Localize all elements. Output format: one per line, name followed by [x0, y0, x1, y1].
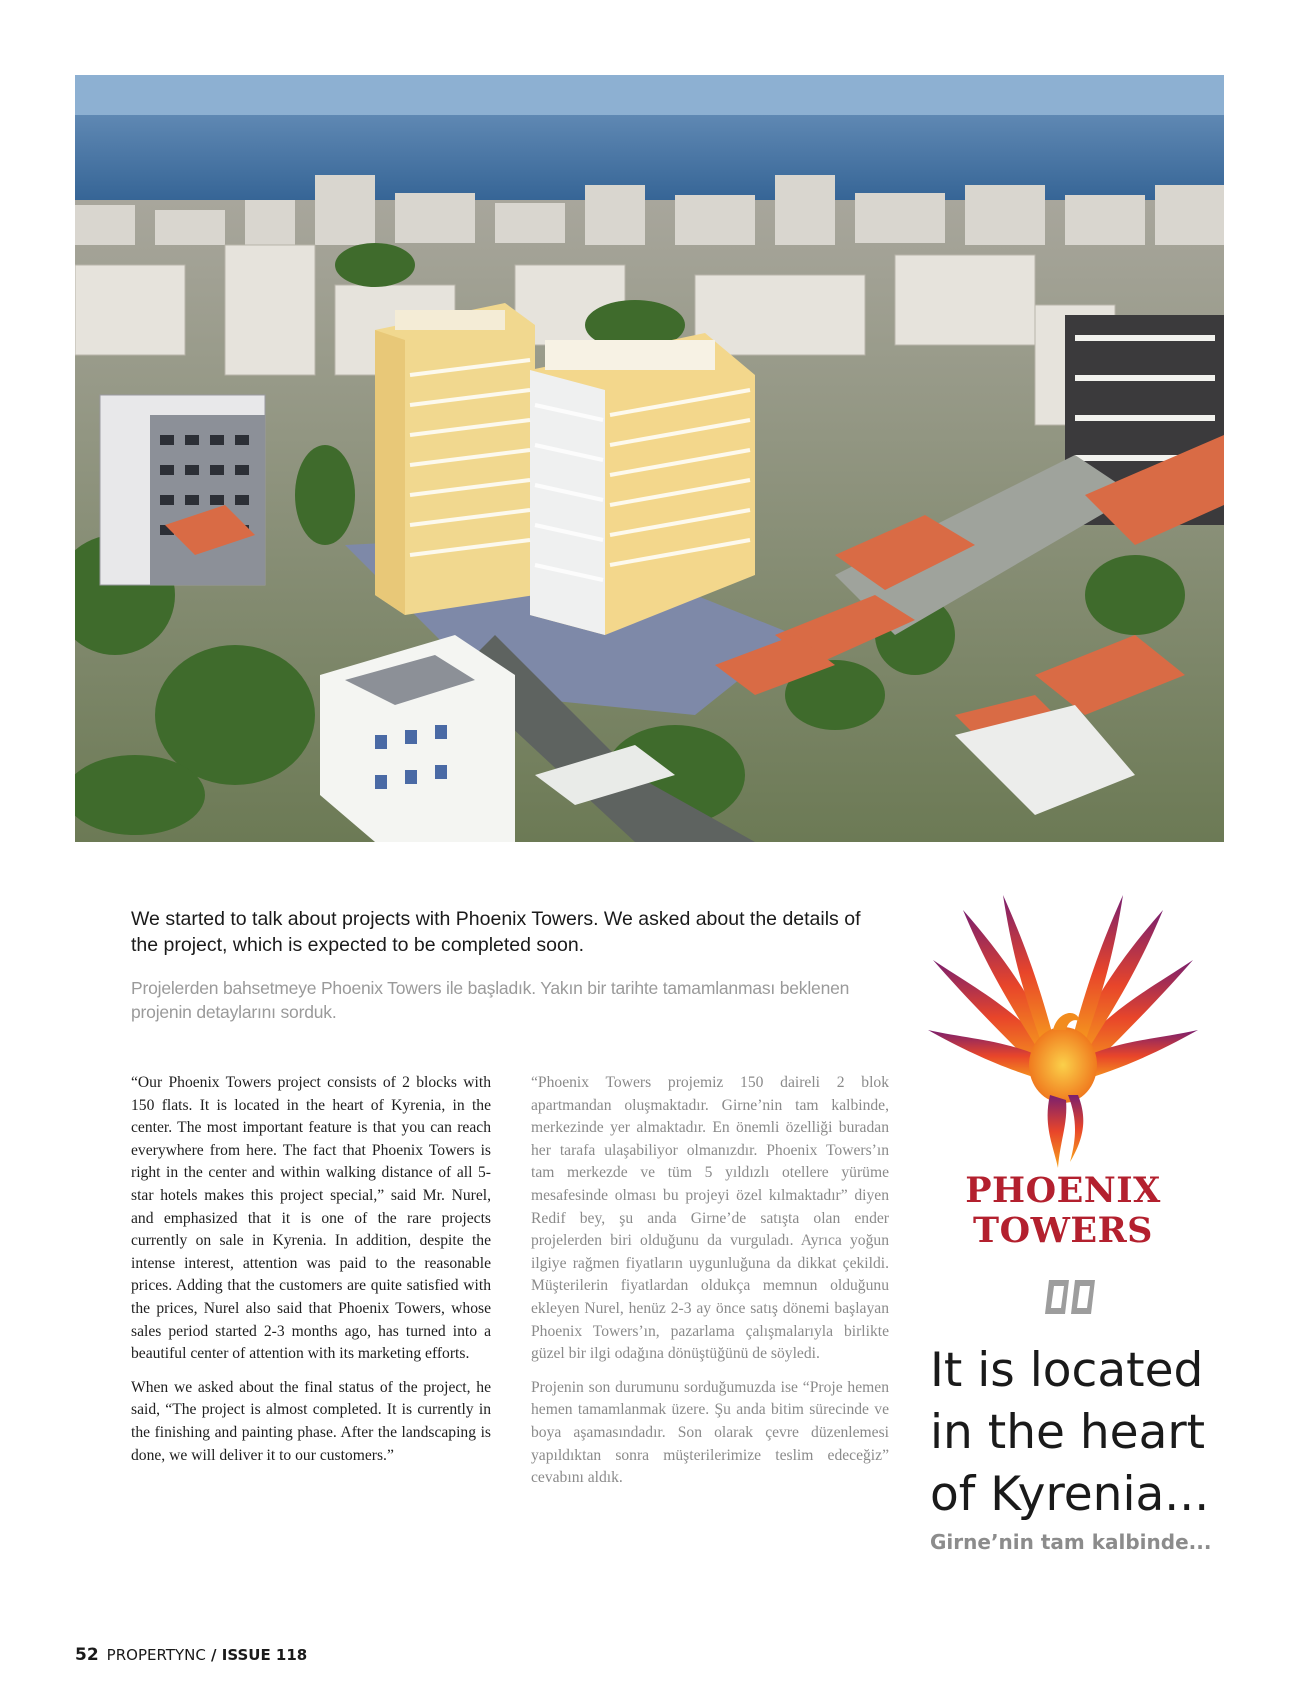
pull-quote-line: of Kyrenia...: [930, 1467, 1210, 1522]
paragraph: When we asked about the final status of the project, he said, “The project is almost completed. It is currently in the finishing and painting phase. After the landscaping is done, we will deliver it to our customers.”: [131, 1378, 491, 1464]
page-footer: [75, 1645, 307, 1665]
hero-photo: [75, 75, 1224, 842]
footer-separator: /: [205, 1646, 222, 1664]
logo-text-towers: TOWERS: [973, 1210, 1153, 1251]
issue-number: ISSUE 118: [221, 1646, 308, 1664]
page-number: 52: [75, 1645, 99, 1665]
paragraph: “Phoenix Towers projemiz 150 daireli 2 blok apartmandan oluşmaktadır. Girne’nin tam kalbinde, merkezinde yer almaktadır. En önemli özelliği buradan her tarafa ulaşabiliyor olmanızdır. Phoenix Towers’ın tam merkezde ve tüm 5 yıldızlı otellere yürüme mesafesinde olması bu projeyi özel kılmaktadır” diyen Redif bey, şu anda Girne’de satışta olan ender projelerden biri olduğunu da vurguladı. Ayrıca yoğun ilgiye rağmen fiyatların uygunluğuna da dikkat çekildi. Müşterilerin fiyatlardan oldukça memnun olduğunu ekleyen Nurel, henüz 2-3 ay önce satış dönemi başlayan Phoenix Towers’ın, pazarlama çalışmalarıyla birlikte güzel bir ilgi odağına dönüştüğünü de söyledi.: [531, 1074, 889, 1363]
pull-quote-line: It is located: [930, 1343, 1204, 1398]
aerial-city-illustration: [75, 75, 1224, 842]
article-column-turkish: [531, 1072, 889, 1501]
pull-quote-subtitle: Girne’nin tam kalbinde...: [930, 1530, 1212, 1554]
magazine-name: PROPERTYNC: [106, 1646, 206, 1664]
intro-english: We started to talk about projects with Phoenix Towers. We asked about the details of the project, which is expected to be completed soon.: [131, 908, 861, 956]
article-column-english: [131, 1072, 491, 1478]
intro-turkish: Projelerden bahsetmeye Phoenix Towers ile başladık. Yakın bir tarihte tamamlanması beklenen projenin detaylarını sorduk.: [131, 978, 850, 1022]
quote-mark-icon: [1043, 1280, 1099, 1314]
pull-quote: [930, 1340, 1230, 1526]
phoenix-bird-icon: [918, 890, 1208, 1170]
logo-text-phoenix: PHOENIX: [965, 1170, 1161, 1211]
pull-quote-line: in the heart: [930, 1405, 1206, 1460]
paragraph: Projenin son durumunu sorduğumuzda ise “Proje hemen hemen tamamlanmak üzere. Şu anda bitim sürecinde ve boya aşamasındadır. Son olarak çevre düzenlemesi yapıldıktan sonra müşterilerimize teslim edeceğiz” cevabını aldık.: [531, 1378, 889, 1487]
paragraph: “Our Phoenix Towers project consists of 2 blocks with 150 flats. It is located in the heart of Kyrenia, in the center. The most important feature is that you can reach everywhere from here. The fact that Phoenix Towers is right in the center and within walking distance of all 5-star hotels makes this project special,” said Mr. Nurel, and emphasized that it is one of the rare projects currently on sale in Kyrenia. In addition, despite the intense interest, attention was paid to the reasonable prices. Adding that the customers are quite satisfied with the prices, Nurel also said that Phoenix Towers, whose sales period started 2-3 months ago, has turned into a beautiful center of attention with its marketing efforts.: [131, 1074, 491, 1363]
